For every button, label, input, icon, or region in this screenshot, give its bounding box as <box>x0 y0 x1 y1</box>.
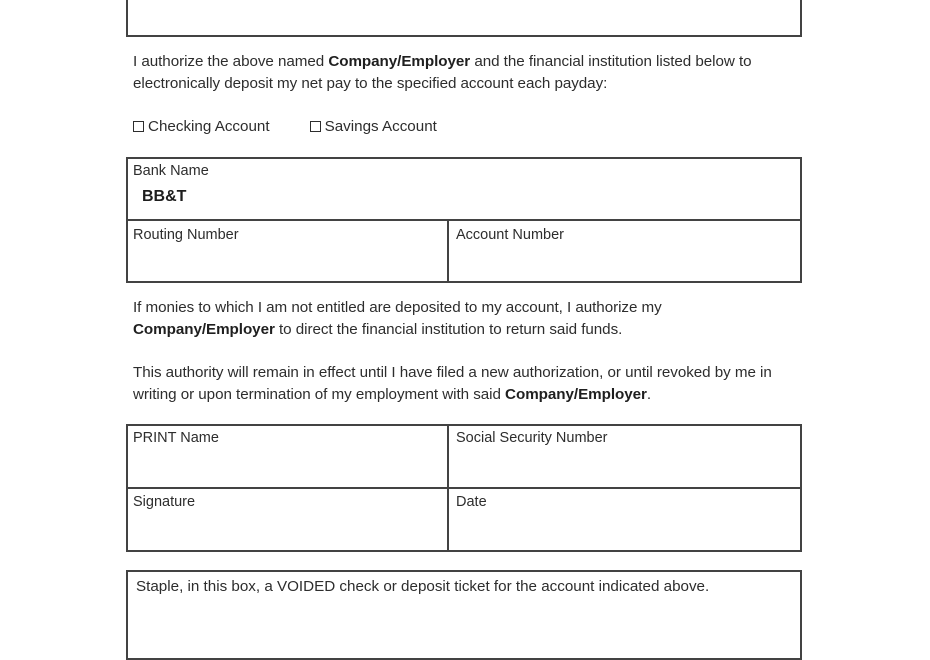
account-number-label: Account Number <box>456 227 564 243</box>
checking-account-option[interactable] <box>133 118 270 135</box>
authorization-paragraph <box>133 51 793 95</box>
revocation-paragraph <box>133 362 798 406</box>
checkbox-unchecked-icon[interactable] <box>133 121 144 132</box>
return-funds-company-employer-bold: Company/Employer <box>133 321 275 338</box>
print-name-label: PRINT Name <box>133 430 219 446</box>
return-funds-line1: If monies to which I am not entitled are deposited to my account, I authorize my <box>133 299 662 316</box>
social-security-number-label: Social Security Number <box>456 430 608 446</box>
account-type-row <box>133 118 437 135</box>
employer-information-box[interactable] <box>126 0 802 37</box>
savings-account-label: Savings Account <box>324 118 437 135</box>
savings-account-option[interactable] <box>310 118 437 135</box>
checkbox-unchecked-icon[interactable] <box>310 121 321 132</box>
signature-label: Signature <box>133 494 196 510</box>
bank-table-row-divider <box>126 219 802 221</box>
revocation-line2-part2: . <box>646 386 652 403</box>
signature-table-row-divider <box>126 487 802 489</box>
return-funds-line2-rest: to direct the financial institution to return said funds. <box>274 321 623 338</box>
checking-account-label: Checking Account <box>148 118 270 135</box>
return-funds-paragraph <box>133 297 793 341</box>
date-label: Date <box>456 494 487 510</box>
signature-table-column-divider <box>447 424 449 552</box>
staple-instruction-text: Staple, in this box, a VOIDED check or deposit ticket for the account indicated above. <box>136 578 710 595</box>
authorization-company-employer-bold: Company/Employer <box>328 53 471 70</box>
revocation-line2-part1: by me in writing or upon termination of my employment with said <box>133 364 772 403</box>
revocation-line1: This authority will remain in effect until I have filed a new authorization, or until revoked <box>133 364 711 381</box>
bank-name-value[interactable]: BB&T <box>142 188 187 205</box>
authorization-line1-part2: and the financial institution listed <box>470 53 692 70</box>
routing-number-label: Routing Number <box>133 227 239 243</box>
authorization-line1-part1: I authorize the above named <box>133 53 329 70</box>
authorization-line2: below to electronically deposit my net pay to the specified account each payday: <box>133 53 752 92</box>
revocation-company-employer-bold: Company/Employer <box>505 386 647 403</box>
bank-name-label: Bank Name <box>133 163 209 179</box>
bank-table-column-divider <box>447 219 449 283</box>
